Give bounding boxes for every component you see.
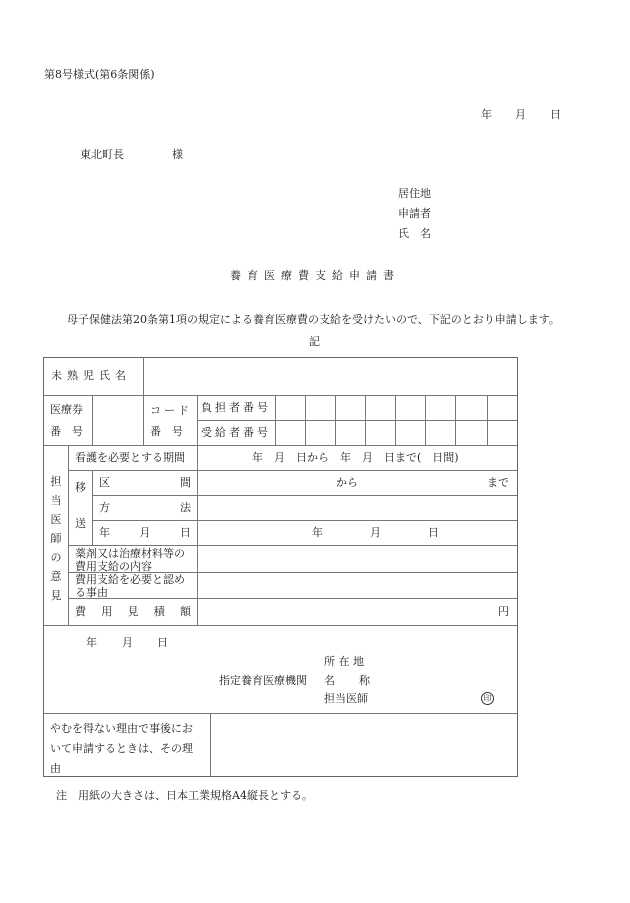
label-char: 称	[359, 674, 370, 687]
label-char: 区	[99, 476, 110, 489]
payer-digit-6[interactable]	[427, 397, 454, 419]
label-char: 費	[75, 605, 86, 618]
recipient-number-label: 受給者番号	[201, 426, 271, 439]
care-period-value[interactable]: 年 月 日から 年 月 日まで( 日間)	[252, 451, 459, 464]
divider	[43, 445, 517, 446]
section-to: まで	[487, 476, 509, 489]
divider	[92, 395, 93, 445]
method-field[interactable]	[199, 497, 516, 519]
estimate-unit: 円	[498, 605, 509, 618]
drugs-label-line-2: 費用支給の内容	[75, 560, 152, 573]
ki-label: 記	[309, 335, 320, 348]
section-label	[99, 477, 191, 488]
label-char: 意	[50, 570, 62, 583]
divider	[210, 713, 211, 776]
institution-location-label: 所 在 地	[324, 655, 364, 668]
institution-label: 指定養育医療機関	[219, 674, 307, 687]
seal-mark	[481, 692, 494, 705]
table-border-left	[43, 357, 44, 777]
label-char: 名	[324, 674, 335, 687]
institution-name-label	[324, 675, 370, 686]
transfer-label-1: 移	[75, 481, 86, 494]
care-period-label: 看護を必要とする期間	[75, 451, 185, 464]
signature-date-year: 年	[86, 636, 97, 649]
label-char: の	[50, 551, 62, 564]
late-reason-line-1: やむを得ない理由で事後にお	[50, 722, 193, 735]
signature-date-day: 日	[157, 636, 168, 649]
table-border-right	[517, 357, 518, 777]
form-title: 養育医療費支給申請書	[230, 269, 400, 282]
name-label: 氏 名	[398, 227, 431, 240]
drugs-field[interactable]	[199, 547, 516, 571]
footnote: 注 用紙の大きさは、日本工業規格A4縦長とする。	[56, 789, 313, 802]
applicant-label: 申請者	[398, 207, 431, 220]
date-month: 月	[515, 108, 526, 121]
divider	[92, 470, 93, 545]
estimate-amount-field[interactable]	[199, 600, 484, 623]
transfer-date-day: 日	[428, 526, 439, 539]
recipient-digit-1[interactable]	[277, 422, 304, 444]
infant-name-label: 未熟児氏名	[51, 369, 131, 382]
drugs-label	[75, 547, 185, 573]
label-char: 当	[50, 494, 62, 507]
label-char: 積	[153, 605, 165, 618]
recipient-digit-8[interactable]	[489, 422, 516, 444]
divider	[92, 495, 517, 496]
signature-date-month: 月	[122, 636, 133, 649]
divider	[68, 470, 517, 471]
addressee: 東北町長	[80, 148, 124, 161]
ticket-number-field[interactable]	[94, 397, 141, 443]
transfer-date-month: 月	[370, 526, 381, 539]
label-char: 見	[50, 589, 62, 602]
intro-text: 母子保健法第20条第1項の規定による養育医療費の支給を受けたいので、下記のとおり申請します。	[67, 313, 560, 326]
label-char: 担	[50, 475, 62, 488]
code-number-label-2: 番 号	[150, 425, 183, 438]
need-reason-label	[75, 573, 185, 599]
payer-digit-5[interactable]	[397, 397, 424, 419]
divider	[43, 625, 517, 626]
late-reason-field[interactable]	[212, 715, 516, 775]
address-label: 居住地	[398, 187, 431, 200]
label-char: 方	[99, 501, 110, 514]
payer-number-label: 負担者番号	[201, 401, 271, 414]
need-reason-line-2: る事由	[75, 586, 108, 599]
divider	[143, 395, 144, 445]
label-char: 間	[180, 476, 191, 489]
late-reason-line-3: 由	[50, 762, 61, 775]
late-reason-line-2: いて申請するときは、その理	[50, 742, 193, 755]
label-char: 年	[99, 526, 110, 539]
label-char: 日	[180, 526, 191, 539]
recipient-digit-2[interactable]	[307, 422, 334, 444]
ticket-number-label-2: 番 号	[50, 425, 83, 438]
attending-doctor-label: 担当医師	[324, 692, 368, 705]
code-number-label-1: コード	[150, 404, 192, 417]
late-reason-label	[50, 719, 193, 779]
label-char: 用	[101, 605, 113, 618]
divider	[43, 395, 517, 396]
label-char: 見	[127, 605, 139, 618]
date-day: 日	[550, 108, 561, 121]
estimate-label	[75, 606, 191, 617]
payer-digit-3[interactable]	[337, 397, 364, 419]
label-char: 月	[139, 526, 151, 539]
label-char: 師	[50, 532, 62, 545]
infant-name-field[interactable]	[145, 359, 515, 393]
form-number: 第8号様式(第6条関係)	[44, 68, 155, 81]
honorific: 様	[172, 148, 183, 161]
method-label	[99, 502, 191, 513]
transfer-date-year: 年	[312, 526, 323, 539]
transfer-label-2: 送	[75, 517, 86, 530]
recipient-digit-3[interactable]	[337, 422, 364, 444]
date-year: 年	[481, 108, 492, 121]
payer-digit-8[interactable]	[489, 397, 516, 419]
divider	[143, 357, 144, 395]
ticket-number-label-1: 医療券	[50, 403, 83, 416]
divider	[197, 420, 517, 421]
payer-digit-7[interactable]	[457, 397, 486, 419]
label-char: 医	[50, 513, 62, 526]
recipient-digit-4[interactable]	[367, 422, 394, 444]
payer-digit-1[interactable]	[277, 397, 304, 419]
section-from: から	[336, 476, 358, 489]
transfer-date-label	[99, 527, 191, 538]
payer-digit-4[interactable]	[367, 397, 394, 419]
drugs-label-line-1: 薬剤又は治療材料等の	[75, 547, 185, 560]
label-char: 額	[180, 605, 191, 618]
divider	[43, 713, 517, 714]
payer-digit-2[interactable]	[307, 397, 334, 419]
recipient-digit-5[interactable]	[397, 422, 424, 444]
label-char: 法	[180, 501, 191, 514]
need-reason-field[interactable]	[199, 574, 516, 597]
recipient-digit-6[interactable]	[427, 422, 454, 444]
table-border-top	[43, 357, 518, 358]
seal-icon: 印	[481, 692, 494, 705]
divider	[68, 545, 517, 546]
doctor-opinion-label	[49, 472, 63, 605]
recipient-digit-7[interactable]	[457, 422, 486, 444]
divider	[92, 520, 517, 521]
need-reason-line-1: 費用支給を必要と認め	[75, 573, 185, 586]
